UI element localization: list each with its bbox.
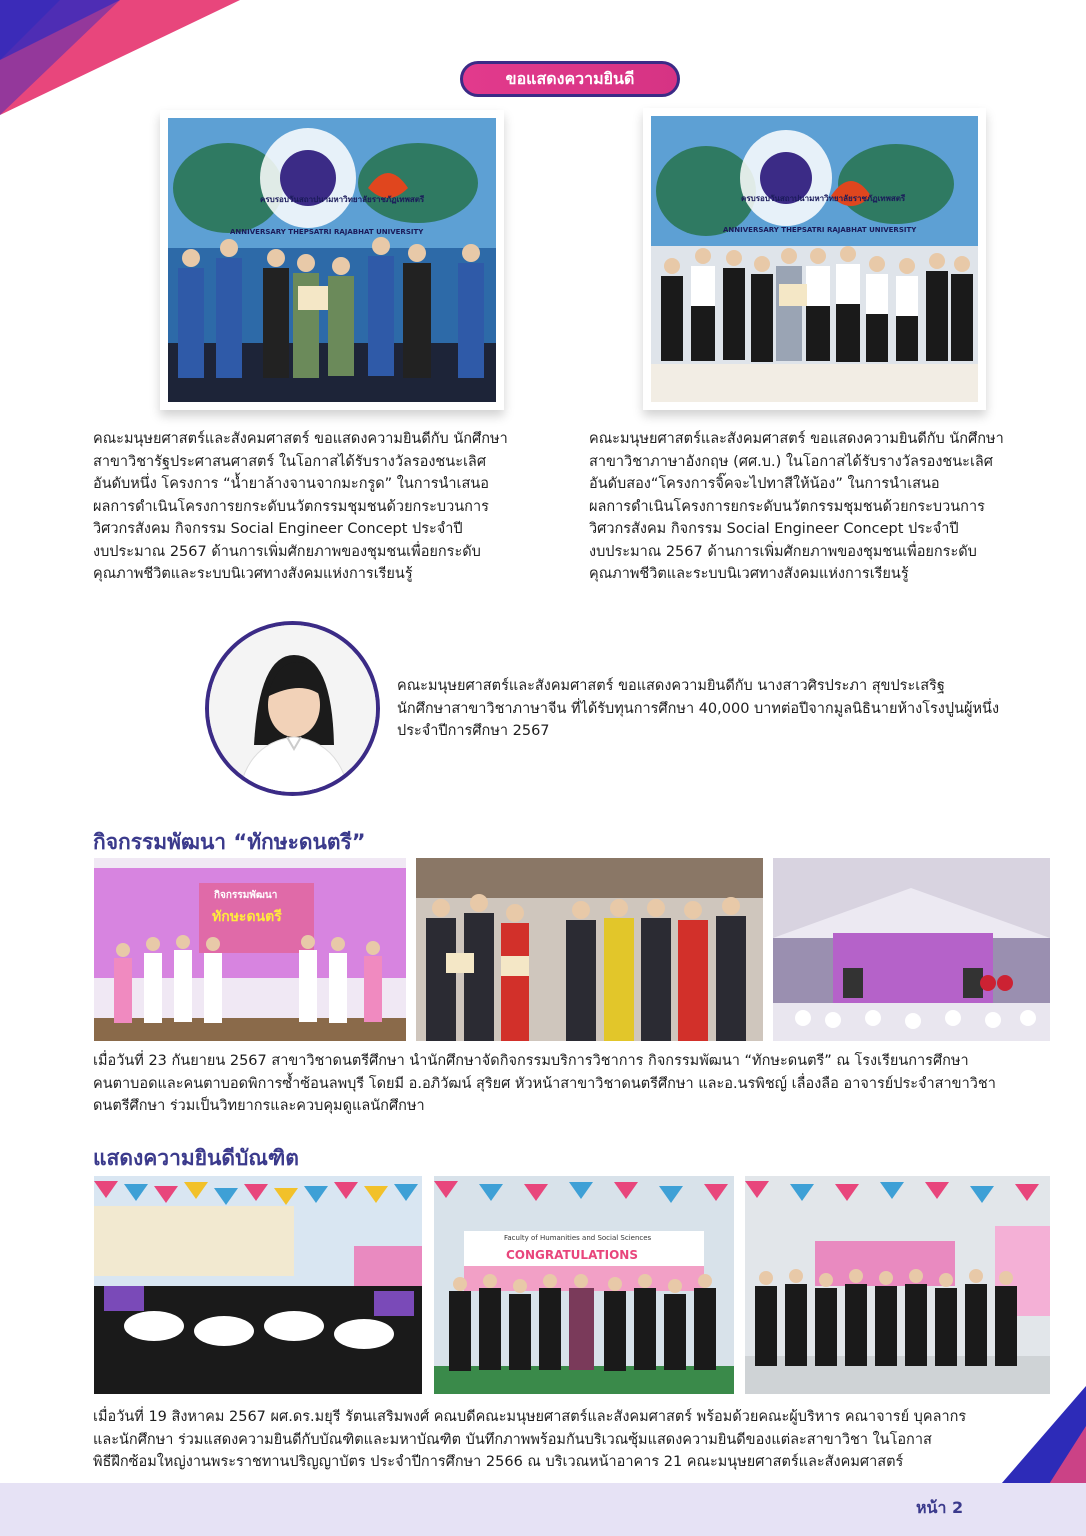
activity-line-2: คนตาบอดและคนตาบอดพิการซ้ำซ้อนลพบุรี โดยมี อ.อภิวัฒน์ สุริยศ หัวหน้าสาขาวิชาดนตรีศึกษา และอ.นรพิชญ์ เลื่องลือ อาจารย์ประจำสาขาวิชา (93, 1075, 996, 1092)
activity-photo-1 (94, 858, 406, 1041)
activity-paragraph (93, 1050, 1053, 1118)
award-photo-2 (651, 116, 978, 402)
award-2-line-2: สาขาวิชาภาษาอังกฤษ (ศศ.บ.) ในโอกาสได้รับรางวัลรองชนะเลิศ (589, 453, 994, 470)
award-2-line-1: คณะมนุษยศาสตร์และสังคมศาสตร์ ขอแสดงความยินดีกับ นักศึกษา (589, 431, 1004, 447)
activity-heading: กิจกรรมพัฒนา “ทักษะดนตรี” (93, 830, 366, 854)
photo-banner-sub-2: ANNIVERSARY THEPSATRI RAJABHAT UNIVERSITY (723, 226, 917, 234)
activity-photo-3 (773, 858, 1050, 1041)
award-1-line-7: คุณภาพชีวิตและระบบนิเวศทางสังคมแห่งการเรียนรู้ (93, 566, 413, 582)
award-1-line-5: วิศวกรสังคม กิจกรรม Social Engineer Concept ประจำปี (93, 521, 463, 537)
award-1-line-3: อันดับหนึ่ง โครงการ “น้ำยาล้างจานจากมะกรูด” ในการนำเสนอ (93, 476, 489, 492)
award-2-line-5: วิศวกรสังคม กิจกรรม Social Engineer Concept ประจำปี (589, 521, 959, 537)
graduation-photo-3 (745, 1176, 1050, 1394)
photo-banner-text-2: ครบรอบวันสถาปนามหาวิทยาลัยราชภัฏเทพสตรี (741, 194, 906, 203)
graduation-line-3: พิธีฝึกซ้อมใหญ่งานพระราชทานปริญญาบัตร ประจำปีการศึกษา 2566 ณ บริเวณหน้าอาคาร 21 คณะมนุษยศาสตร์และสังคมศาสตร์ (93, 1454, 904, 1470)
award-2-line-7: คุณภาพชีวิตและระบบนิเวศทางสังคมแห่งการเรียนรู้ (589, 566, 909, 582)
scholarship-line-3: ประจำปีการศึกษา 2567 (397, 723, 550, 739)
graduation-line-2: และนักศึกษา ร่วมแสดงความยินดีกับบัณฑิตและมหาบัณฑิต บันทึกภาพพร้อมกันบริเวณซุ้มแสดงความยินดีของแต่ละสาขาวิชา ในโอกาส (93, 1431, 932, 1448)
scholarship-portrait (205, 621, 380, 796)
photo-banner-text-1: ครบรอบวันสถาปนามหาวิทยาลัยราชภัฏเทพสตรี (260, 195, 425, 204)
award-1-line-2: สาขาวิชารัฐประศาสนศาสตร์ ในโอกาสได้รับรางวัลรองชนะเลิศ (93, 453, 487, 470)
corner-decoration-top-left (0, 0, 240, 120)
graduation-photo-banner-text: CONGRATULATIONS (506, 1248, 638, 1262)
page-number: หน้า 2 (916, 1498, 964, 1517)
award-photo-1 (168, 118, 496, 402)
award-paragraph-1 (93, 428, 553, 586)
graduation-paragraph (93, 1406, 1053, 1474)
activity-photo-banner-text: กิจกรรมพัฒนา (214, 890, 278, 901)
congratulations-badge: ขอแสดงความยินดี (460, 61, 680, 97)
award-1-line-4: ผลการดำเนินโครงการยกระดับนวัตกรรมชุมชนด้วยกระบวนการ (93, 498, 489, 515)
award-1-line-6: งบประมาณ 2567 ด้านการเพิ่มศักยภาพของชุมชนเพื่อยกระดับ (93, 543, 481, 560)
activity-line-3: ดนตรีศึกษา ร่วมเป็นวิทยากรและควบคุมดูแลนักศึกษา (93, 1098, 425, 1114)
award-photo-frame-2 (643, 108, 986, 410)
activity-line-1: เมื่อวันที่ 23 กันยายน 2567 สาขาวิชาดนตรีศึกษา นำนักศึกษาจัดกิจกรรมบริการวิชาการ กิจกรรมพัฒนา “ทักษะดนตรี” ณ โรงเรียนการศึกษา (93, 1053, 969, 1069)
award-photo-frame-1 (160, 110, 504, 410)
award-2-line-4: ผลการดำเนินโครงการยกระดับนวัตกรรมชุมชนด้วยกระบวนการ (589, 498, 985, 515)
photo-banner-sub-1: ANNIVERSARY THEPSATRI RAJABHAT UNIVERSITY (230, 228, 424, 236)
scholarship-line-1: คณะมนุษยศาสตร์และสังคมศาสตร์ ขอแสดงความยินดีกับ นางสาวศิรประภา สุขประเสริฐ (397, 678, 945, 694)
graduation-heading: แสดงความยินดีบัณฑิต (93, 1146, 299, 1170)
scholarship-paragraph (397, 675, 1067, 743)
graduation-photo-1 (94, 1176, 422, 1394)
graduation-photo-2 (434, 1176, 734, 1394)
award-2-line-3: อันดับสอง“โครงการจิ๊คจะไปทาสีให้น้อง” ในการนำเสนอ (589, 476, 940, 492)
activity-photo-2 (416, 858, 763, 1041)
award-2-line-6: งบประมาณ 2567 ด้านการเพิ่มศักยภาพของชุมชนเพื่อยกระดับ (589, 543, 977, 560)
award-1-line-1: คณะมนุษยศาสตร์และสังคมศาสตร์ ขอแสดงความยินดีกับ นักศึกษา (93, 431, 508, 447)
award-paragraph-2 (589, 428, 1049, 586)
activity-photo-banner-sub: ทักษะดนตรี (212, 909, 282, 925)
scholarship-line-2: นักศึกษาสาขาวิชาภาษาจีน ที่ได้รับทุนการศึกษา 40,000 บาทต่อปีจากมูลนิธินายห้างโรงปูนผู้หนึ่ง (397, 700, 1000, 717)
graduation-line-1: เมื่อวันที่ 19 สิงหาคม 2567 ผศ.ดร.มยุรี รัตนเสริมพงศ์ คณบดีคณะมนุษยศาสตร์และสังคมศาสตร์ พร้อมด้วยคณะผู้บริหาร คณาจารย์ บุคลากร (93, 1409, 967, 1425)
graduation-photo-banner-sub: Faculty of Humanities and Social Sciences (504, 1234, 652, 1242)
